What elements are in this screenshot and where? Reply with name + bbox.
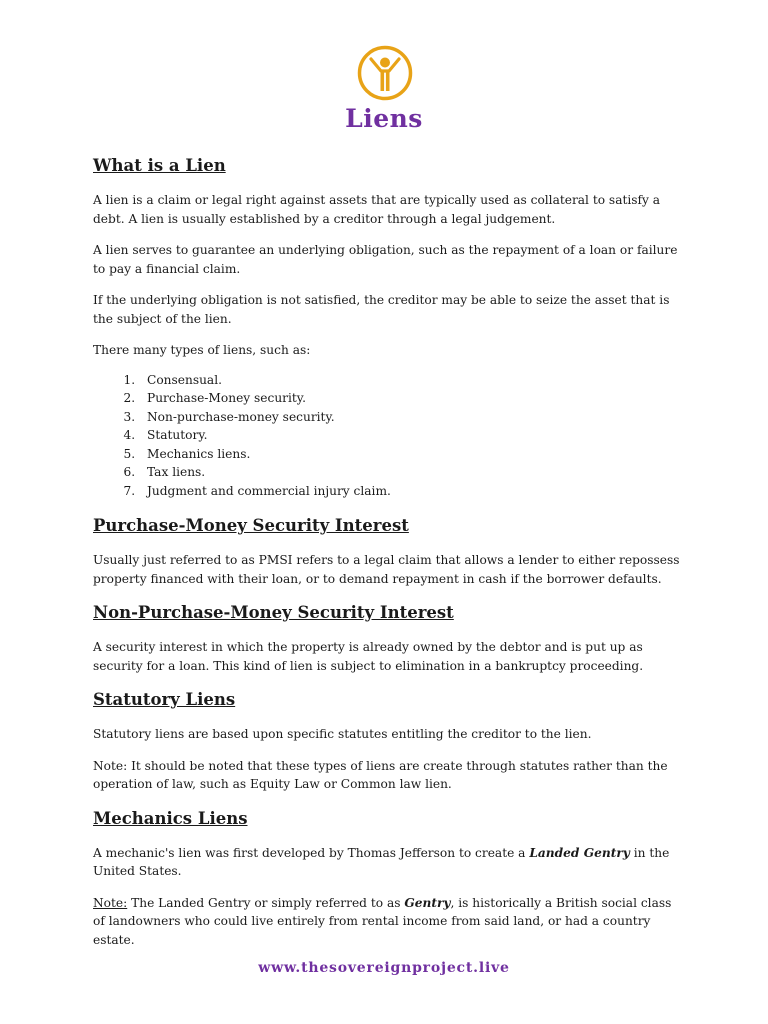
list-item: 4. Statutory. bbox=[139, 426, 683, 445]
paragraph: A lien is a claim or legal right against assets that are typically used as collateral to satisfy a debt. A lien is usually established by a creditor through a legal judgement. bbox=[93, 193, 661, 226]
paragraph: If the underlying obligation is not satisfied, the creditor may be able to seize the asset that is the subject of the lien. bbox=[93, 293, 670, 326]
sovereign-project-logo-icon bbox=[357, 45, 413, 101]
list-item: 1. Consensual. bbox=[139, 371, 683, 390]
text-run: in the United States. bbox=[93, 845, 670, 878]
text-run: The Landed Gentry or simply referred to as bbox=[127, 895, 405, 910]
paragraph: A lien serves to guarantee an underlying obligation, such as the repayment of a loan or failure to pay a financial claim. bbox=[93, 243, 678, 276]
list-item: 2. Purchase-Money security. bbox=[139, 389, 683, 408]
paragraph: Usually just referred to as PMSI refers to a legal claim that allows a lender to either repossess property financed with their loan, or to demand repayment in cash if the borrower defaults. bbox=[93, 553, 680, 586]
paragraph bbox=[93, 844, 683, 881]
lien-types-list bbox=[93, 371, 683, 501]
paragraph bbox=[93, 894, 683, 950]
text-run: , is historically a British social class of landowners who could live entirely from rental income from said land, or had a country estate. bbox=[93, 895, 672, 947]
list-item: 7. Judgment and commercial injury claim. bbox=[139, 482, 683, 501]
paragraph: Statutory liens are based upon specific statutes entitling the creditor to the lien. bbox=[93, 727, 592, 741]
list-item: 3. Non-purchase-money security. bbox=[139, 408, 683, 427]
paragraph: A security interest in which the property is already owned by the debtor and is put up as security for a loan. This kind of lien is subject to elimination in a bankruptcy proceeding. bbox=[93, 640, 644, 673]
heading-what-is-a-lien: What is a Lien bbox=[93, 156, 226, 175]
heading-mechanics-liens: Mechanics Liens bbox=[93, 808, 248, 828]
page-title: Liens bbox=[345, 104, 423, 133]
list-item: 5. Mechanics liens. bbox=[139, 445, 683, 464]
paragraph: Note: It should be noted that these types of liens are create through statutes rather than the operation of law, such as Equity Law or Common law lien. bbox=[93, 758, 668, 791]
list-item: 6. Tax liens. bbox=[139, 463, 683, 482]
footer-url-link[interactable]: www.thesovereignproject.live bbox=[258, 960, 510, 976]
emphasis-landed-gentry: Landed Gentry bbox=[529, 845, 630, 860]
heading-pmsi: Purchase-Money Security Interest bbox=[93, 516, 409, 535]
document-body bbox=[93, 154, 683, 962]
heading-statutory-liens: Statutory Liens bbox=[93, 690, 236, 709]
note-label: Note: bbox=[93, 895, 128, 910]
heading-non-pmsi: Non-Purchase-Money Security Interest bbox=[93, 603, 454, 622]
emphasis-gentry: Gentry bbox=[404, 895, 451, 910]
paragraph: There many types of liens, such as: bbox=[93, 343, 311, 357]
text-run: A mechanic's lien was first developed by Thomas Jefferson to create a bbox=[93, 845, 530, 860]
